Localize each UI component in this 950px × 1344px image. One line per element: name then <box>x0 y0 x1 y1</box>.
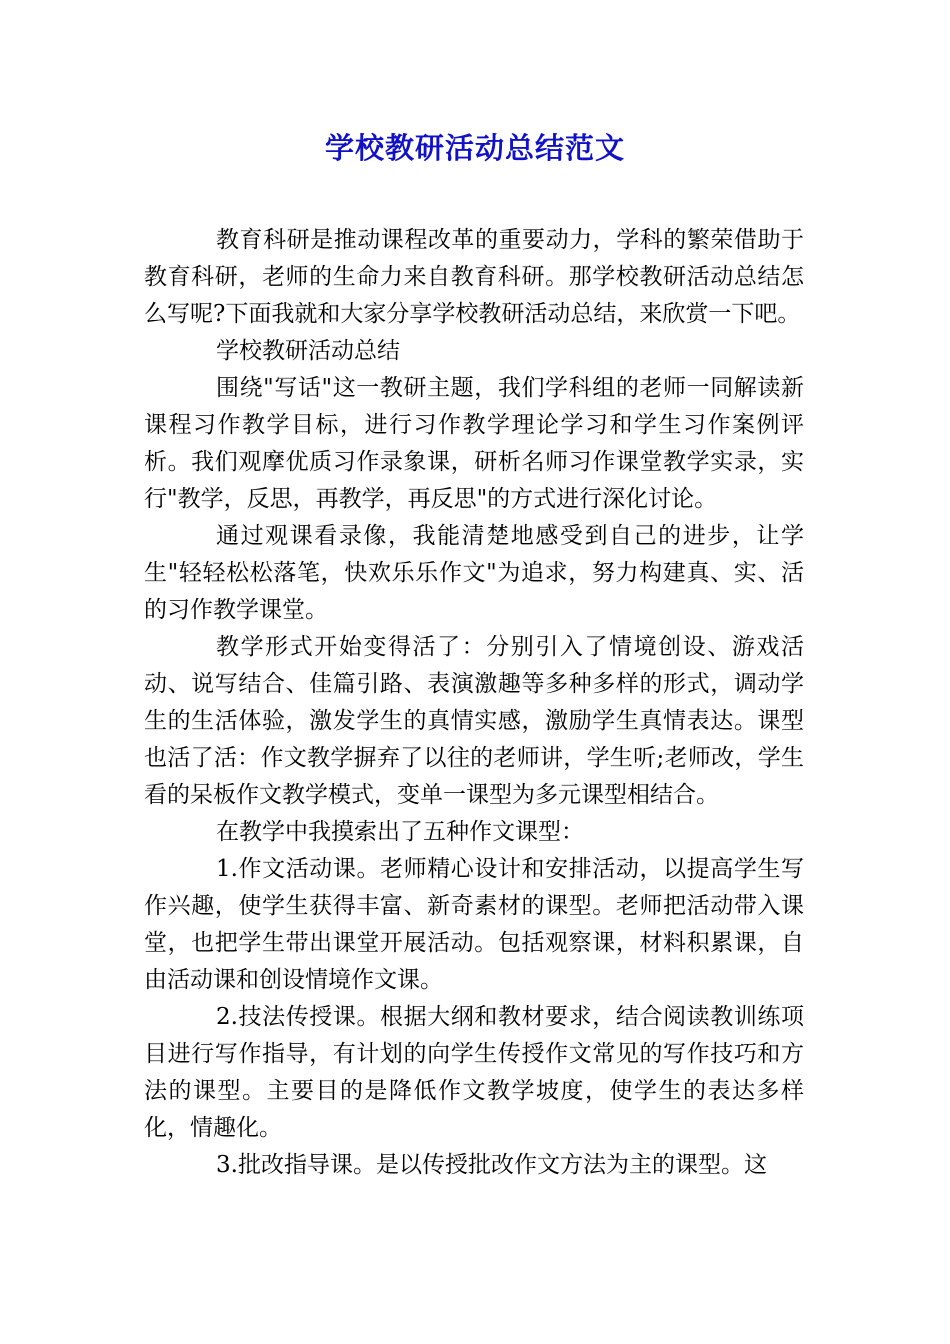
document-body <box>144 222 804 1184</box>
body-paragraph: 教学形式开始变得活了：分别引入了情境创设、游戏活动、说写结合、佳篇引路、表演激趣等多种多样的形式，调动学生的生活体验，激发学生的真情实感，激励学生真情表达。课型也活了活：作文教学摒弃了以往的老师讲，学生听;老师改，学生看的呆板作文教学模式，变单一课型为多元课型相结合。 <box>144 634 804 808</box>
document-title: 学校教研活动总结范文 <box>324 131 625 165</box>
section-heading: 学校教研活动总结 <box>216 338 400 364</box>
list-item: 1.作文活动课。老师精心设计和安排活动，以提高学生写作兴趣，使学生获得丰富、新奇素材的课型。老师把活动带入课堂，也把学生带出课堂开展活动。包括观察课，材料积累课，自由活动课和创设情境作文课。 <box>144 856 804 993</box>
intro-paragraph: 教育科研是推动课程改革的重要动力，学科的繁荣借助于教育科研，老师的生命力来自教育科研。那学校教研活动总结怎么写呢?下面我就和大家分享学校教研活动总结，来欣赏一下吧。 <box>144 227 804 327</box>
body-paragraph: 通过观课看录像，我能清楚地感受到自己的进步，让学生"轻轻松松落笔，快欢乐乐作文"为追求，努力构建真、实、活的习作教学课堂。 <box>144 523 804 623</box>
body-paragraph: 围绕"写话"这一教研主题，我们学科组的老师一同解读新课程习作教学目标，进行习作教学理论学习和学生习作案例评析。我们观摩优质习作录象课，研析名师习作课堂教学实录，实行"教学，反思，再教学，再反思"的方式进行深化讨论。 <box>144 375 804 512</box>
list-item: 3.批改指导课。是以传授批改作文方法为主的课型。这 <box>216 1152 767 1178</box>
body-paragraph: 在教学中我摸索出了五种作文课型： <box>216 819 584 845</box>
list-item: 2.技法传授课。根据大纲和教材要求，结合阅读教训练项目进行写作指导，有计划的向学生传授作文常见的写作技巧和方法的课型。主要目的是降低作文教学坡度，使学生的表达多样化，情趣化。 <box>144 1004 804 1141</box>
